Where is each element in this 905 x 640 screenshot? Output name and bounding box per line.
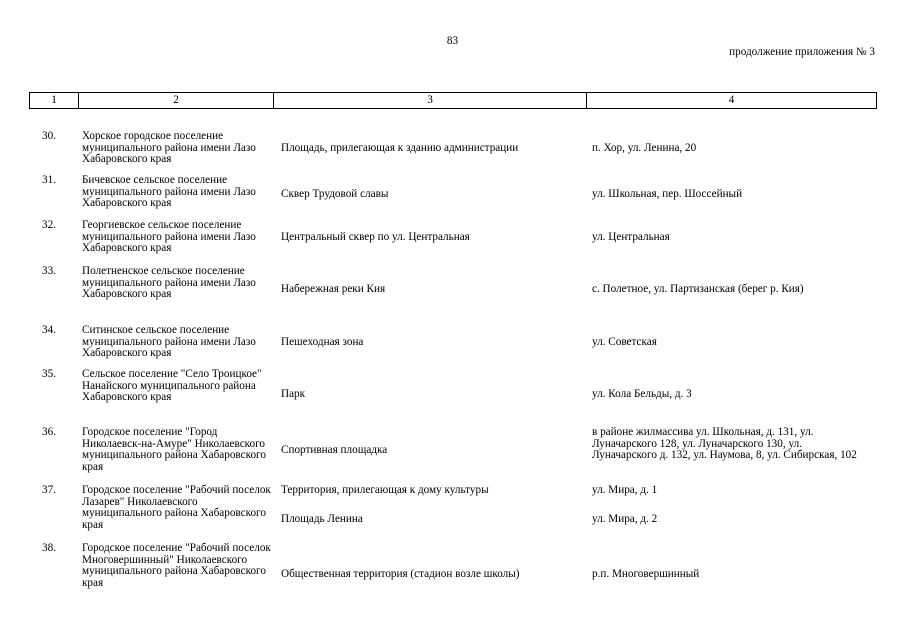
territory-address: ул. Центральная	[592, 231, 670, 243]
territory-address: в районе жилмассива ул. Школьная, д. 131, ул. Луначарского 128, ул. Луначарского 130, ул. Луначарского д. 132, ул. Наумова, 8, ул. Сибирская, 102	[592, 426, 857, 462]
territory-object: Парк	[281, 388, 306, 400]
territory-object: Сквер Трудовой славы	[281, 188, 389, 200]
territory-object: Площадь Ленина	[281, 513, 363, 525]
row-number: 37.	[42, 484, 56, 496]
header-col-2: 2	[78, 93, 273, 108]
territory-object: Набережная реки Кия	[281, 283, 386, 295]
municipality-name: Хорское городское поселение муниципального района имени Лазо Хабаровского края	[82, 130, 256, 166]
municipality-name: Ситинское сельское поселение муниципального района имени Лазо Хабаровского края	[82, 324, 256, 360]
row-number: 33.	[42, 265, 56, 277]
territory-address: р.п. Многовершинный	[592, 568, 700, 580]
municipality-name: Сельское поселение "Село Троицкое" Нанайского муниципального района Хабаровского края	[82, 368, 262, 404]
territory-object: Территория, прилегающая к дому культуры	[281, 484, 489, 496]
municipality-name: Георгиевское сельское поселение муниципального района имени Лазо Хабаровского края	[82, 219, 256, 255]
territory-object: Спортивная площадка	[281, 444, 388, 456]
territory-address: ул. Советская	[592, 336, 657, 348]
municipality-name: Городское поселение "Город Николаевск-на-Амуре" Николаевского муниципального района Хабаровского края	[82, 426, 266, 473]
municipality-name: Городское поселение "Рабочий поселок Лазарев" Николаевского муниципального района Хабаровского края	[82, 484, 271, 531]
territory-address: ул. Школьная, пер. Шоссейный	[592, 188, 743, 200]
row-number: 38.	[42, 542, 56, 554]
municipality-name: Полетненское сельское поселение муниципального района имени Лазо Хабаровского края	[82, 265, 256, 301]
page-number: 83	[446, 35, 459, 47]
territory-address: с. Полетное, ул. Партизанская (берег р. Кия)	[592, 283, 804, 295]
row-number: 34.	[42, 324, 56, 336]
territory-object: Центральный сквер по ул. Центральная	[281, 231, 470, 243]
continuation-label: продолжение приложения № 3	[729, 46, 875, 58]
header-col-4: 4	[586, 93, 876, 108]
territory-object: Пешеходная зона	[281, 336, 364, 348]
row-number: 31.	[42, 174, 56, 186]
territory-address: ул. Мира, д. 1	[592, 484, 658, 496]
territory-object: Общественная территория (стадион возле школы)	[281, 568, 520, 580]
header-col-1: 1	[51, 94, 57, 106]
territory-address: ул. Мира, д. 2	[592, 513, 658, 525]
territories-table	[29, 92, 877, 589]
row-number: 32.	[42, 219, 56, 231]
territory-address: ул. Кола Бельды, д. 3	[592, 388, 692, 400]
row-number: 36.	[42, 426, 56, 438]
row-number: 30.	[42, 130, 56, 142]
territory-address: п. Хор, ул. Ленина, 20	[592, 142, 697, 154]
table-header	[29, 92, 877, 109]
municipality-name: Городское поселение "Рабочий поселок Многовершинный" Николаевского муниципального района Хабаровского края	[82, 542, 271, 589]
row-number: 35.	[42, 368, 56, 380]
municipality-name: Бичевское сельское поселение муниципального района имени Лазо Хабаровского края	[82, 174, 256, 210]
territory-object: Площадь, прилегающая к зданию администрации	[281, 142, 519, 154]
header-col-3: 3	[273, 93, 586, 108]
